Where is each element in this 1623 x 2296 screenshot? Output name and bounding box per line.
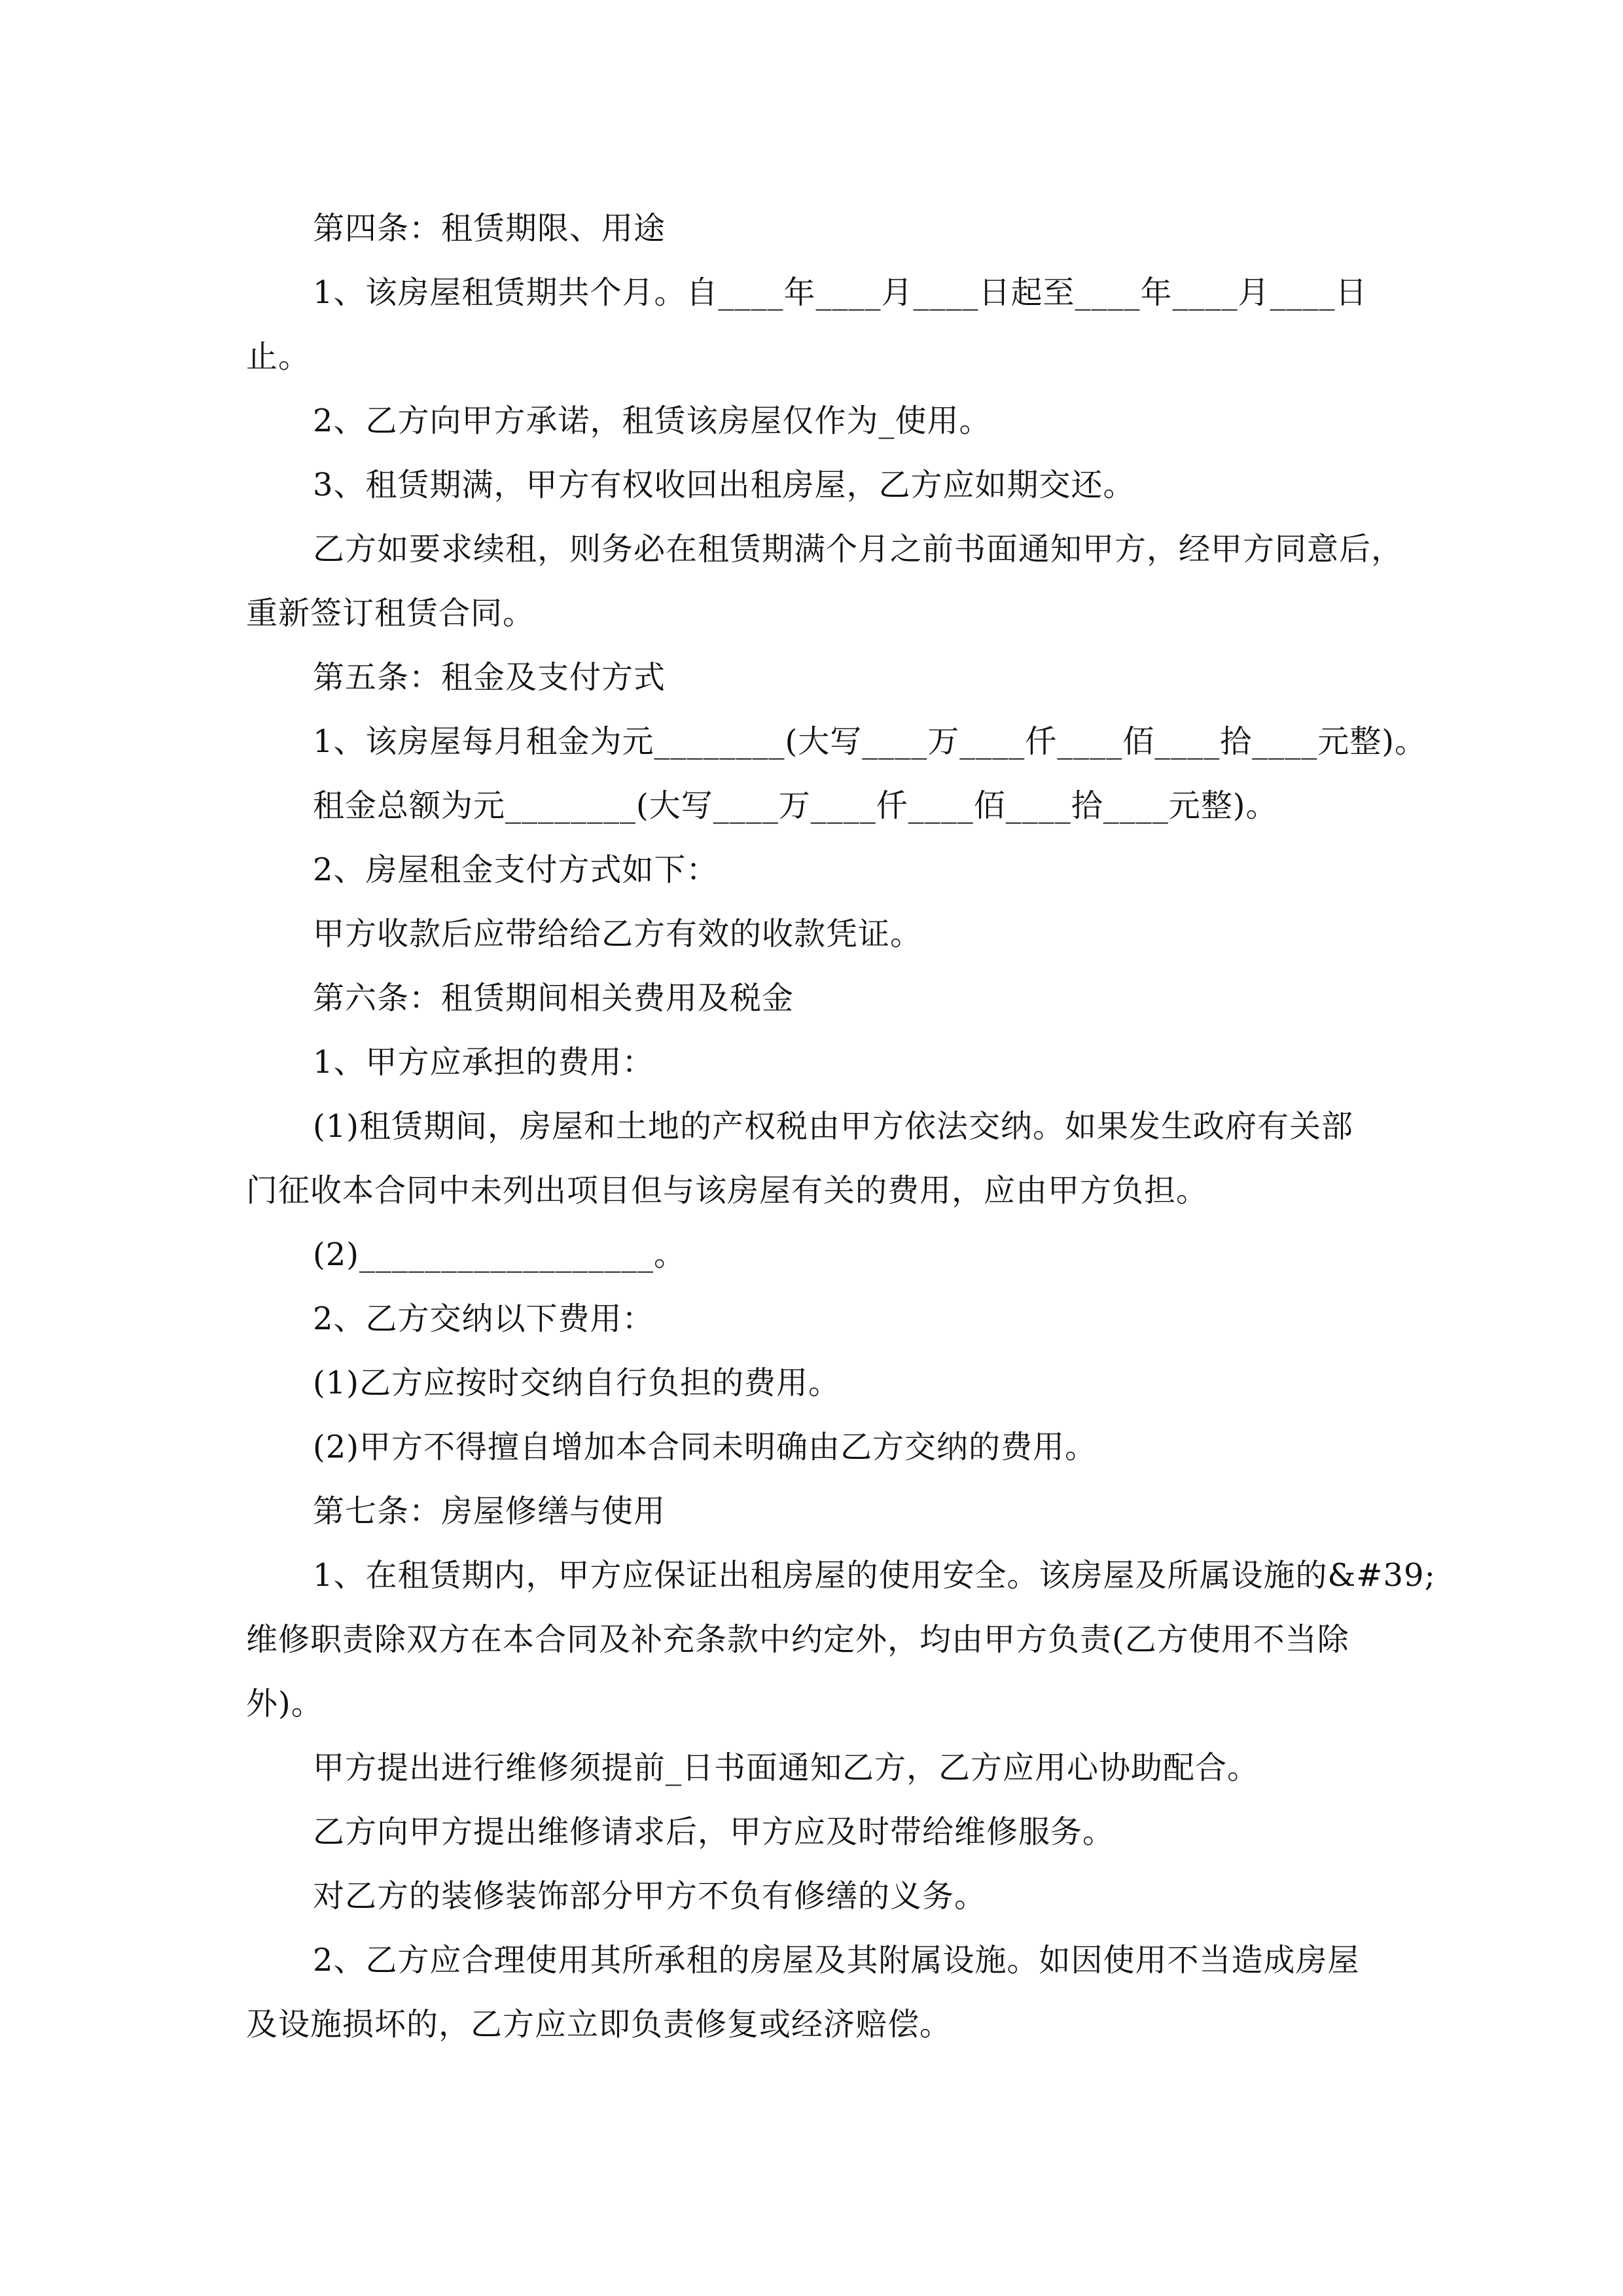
text-line: 门征收本合同中未列出项目但与该房屋有关的费用，应由甲方负担。 (246, 1172, 1209, 1209)
text-line: 2、乙方应合理使用其所承租的房屋及其附属设施。如因使用不当造成房屋 (313, 1942, 1360, 1979)
text-line: 1、在租赁期内，甲方应保证出租房屋的使用安全。该房屋及所属设施的&#39; (313, 1557, 1436, 1594)
text-line: (2)甲方不得擅自增加本合同未明确由乙方交纳的费用。 (313, 1429, 1097, 1465)
text-line: 对乙方的装修装饰部分甲方不负有修缮的义务。 (313, 1878, 987, 1914)
text-line: (2)__________________。 (313, 1236, 686, 1273)
text-line: (1)租赁期间，房屋和土地的产权税由甲方依法交纳。如果发生政府有关部 (313, 1108, 1353, 1145)
text-line: 甲方提出进行维修须提前_日书面通知乙方，乙方应用心协助配合。 (313, 1749, 1260, 1786)
text-line: 2、乙方向甲方承诺，租赁该房屋仅作为_使用。 (313, 403, 991, 439)
text-line: 租金总额为元________(大写____万____仟____佰____拾____元整)。 (313, 787, 1278, 824)
text-line: 甲方收款后应带给给乙方有效的收款凭证。 (313, 916, 923, 952)
text-line: 1、该房屋租赁期共个月。自____年____月____日起至____年____月____日 (313, 274, 1368, 311)
text-line: 重新签订租赁合同。 (246, 595, 535, 632)
document-page (246, 196, 1436, 2056)
text-line: 1、该房屋每月租金为元________(大写____万____仟____佰____拾____元整)。 (313, 723, 1427, 760)
text-line: (1)乙方应按时交纳自行负担的费用。 (313, 1365, 840, 1401)
text-line: 第四条：租赁期限、用途 (313, 210, 666, 247)
text-line: 第五条：租金及支付方式 (313, 659, 666, 696)
text-line: 第六条：租赁期间相关费用及税金 (313, 980, 794, 1016)
text-line: 乙方如要求续租，则务必在租赁期满个月之前书面通知甲方，经甲方同意后， (313, 531, 1404, 567)
text-line: 乙方向甲方提出维修请求后，甲方应及时带给维修服务。 (313, 1814, 1115, 1850)
text-line: 外)。 (246, 1685, 323, 1722)
text-line: 及设施损坏的，乙方应立即负责修复或经济赔偿。 (246, 2006, 952, 2043)
text-line: 2、乙方交纳以下费用： (313, 1300, 654, 1337)
text-line: 3、租赁期满，甲方有权收回出租房屋，乙方应如期交还。 (313, 467, 1135, 503)
text-line: 2、房屋租金支付方式如下： (313, 852, 719, 888)
text-line: 止。 (246, 338, 311, 375)
text-line: 维修职责除双方在本合同及补充条款中约定外，均由甲方负责(乙方使用不当除 (246, 1621, 1349, 1658)
text-line: 1、甲方应承担的费用： (313, 1044, 654, 1081)
text-line: 第七条：房屋修缮与使用 (313, 1493, 666, 1530)
